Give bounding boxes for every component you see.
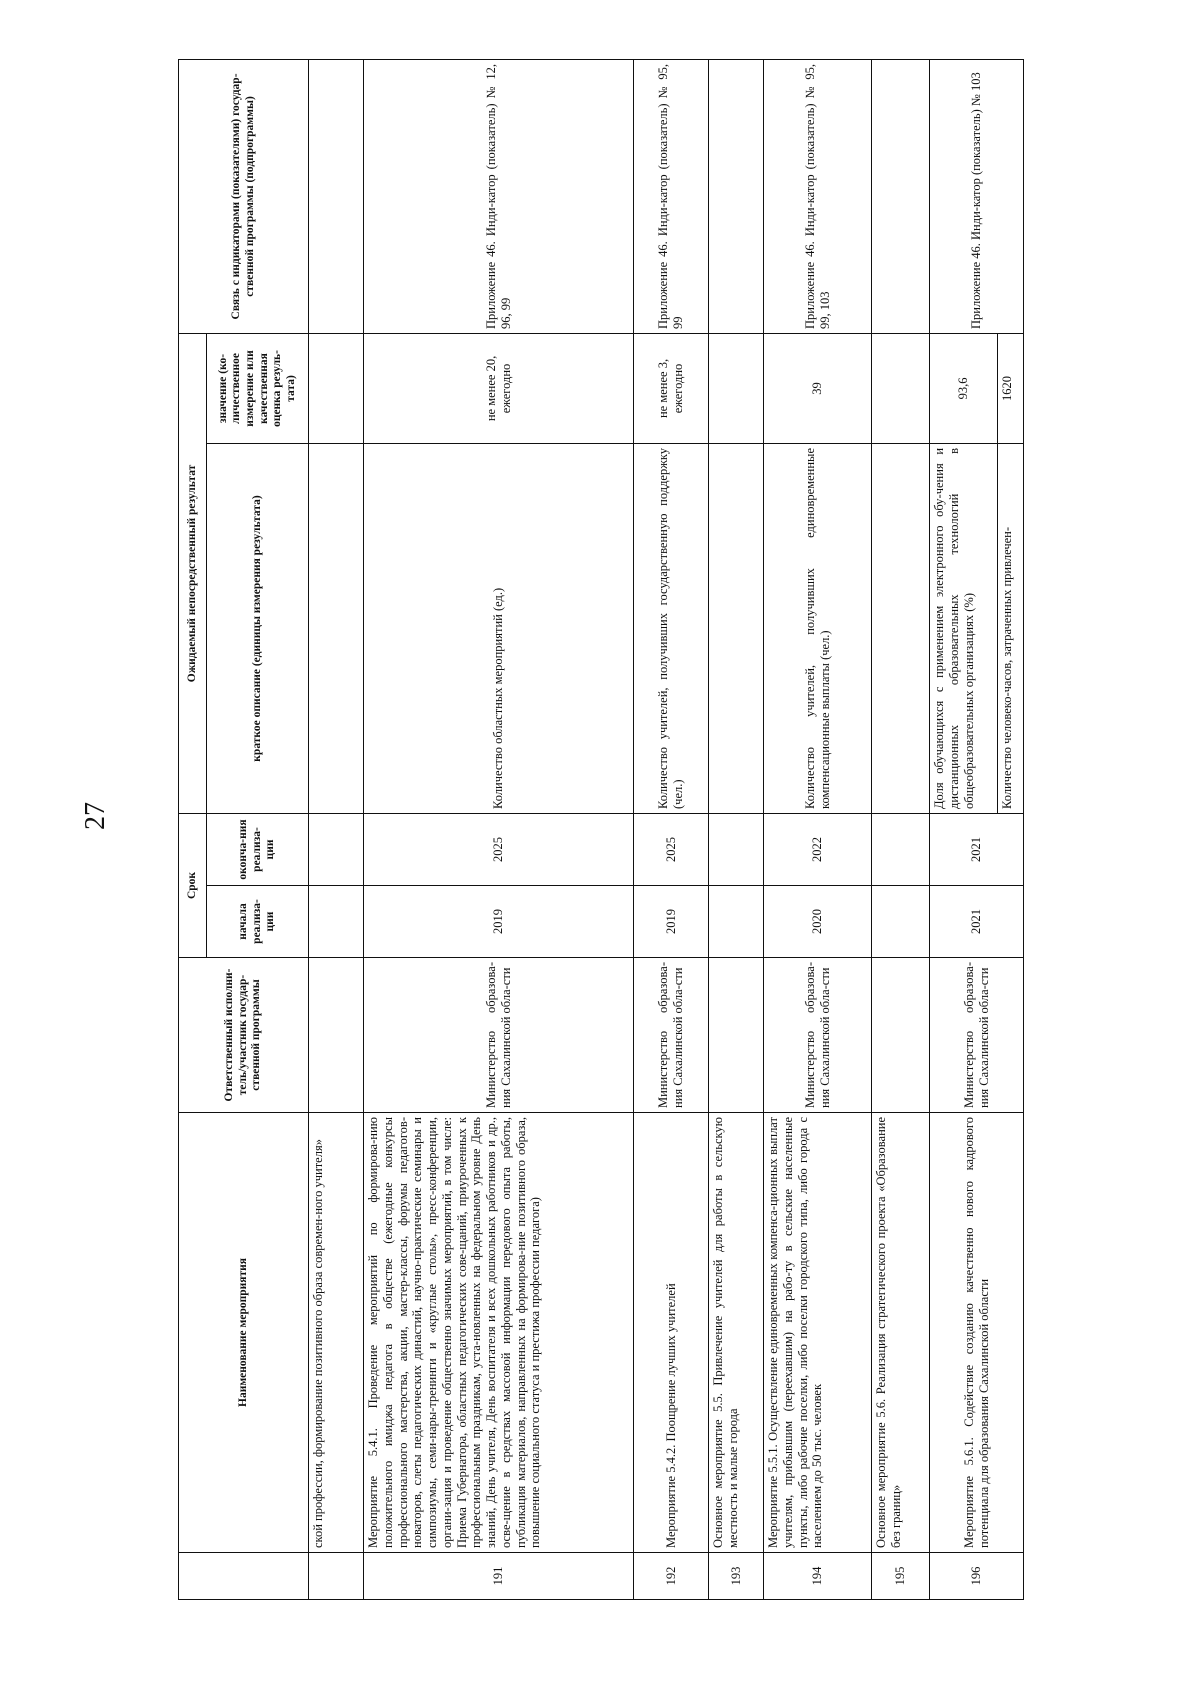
header-start: начала реализа-ции: [207, 886, 309, 958]
row-start: 2019: [634, 886, 709, 958]
row-start: [709, 886, 764, 958]
row-name: Основное мероприятие 5.6. Реализация стратегического проекта «Образование без границ»: [872, 1113, 930, 1553]
row-number: 192: [634, 1553, 709, 1600]
row-start: 2021: [930, 886, 1024, 958]
row-responsible: Министерство образова-ния Сахалинской обла-сти: [364, 958, 634, 1113]
table-row: [309, 59, 364, 1599]
header-result: Ожидаемый непосредственный результат: [179, 333, 207, 813]
row-description: [872, 443, 930, 813]
row-value: [709, 333, 764, 443]
row-number: 195: [872, 1553, 930, 1600]
row-link: Приложение 46. Инди-катор (показатель) № 12, 96, 99: [364, 59, 634, 333]
row-value: [309, 333, 364, 443]
row-end: 2021: [930, 813, 1024, 885]
row-start: [872, 886, 930, 958]
row-end: 2025: [364, 813, 634, 885]
row-number: 191: [364, 1553, 634, 1600]
row-name: ской профессии, формирование позитивного образа современ-ного учителя»: [309, 1113, 364, 1553]
row-end: 2025: [634, 813, 709, 885]
row-number: 193: [709, 1553, 764, 1600]
header-number: [179, 1553, 309, 1600]
row-value: не менее 3, ежегодно: [634, 333, 709, 443]
row-name: Мероприятие 5.5.1. Осуществление единовременных компенса-ционных выплат учителям, прибывшим (переехавшим) на рабо-ту в сельские населенные пункты, либо рабочие поселки, либо поселки городского типа, либо города с населением до 50 тыс. человек: [764, 1113, 872, 1553]
table-row: [709, 59, 764, 1599]
table-row: [764, 59, 872, 1599]
row-responsible: [872, 958, 930, 1113]
header-end: оконча-ния реализа-ции: [207, 813, 309, 885]
row-value: 39: [764, 333, 872, 443]
row-description: [309, 443, 364, 813]
row-start: [309, 886, 364, 958]
header-responsible: Ответственный исполни-тель/участник государ-ственной программы: [179, 958, 309, 1113]
row-description: Количество областных мероприятий (ед.): [364, 443, 634, 813]
row-responsible: [309, 958, 364, 1113]
row-name: Мероприятие 5.6.1. Содействие созданию качественно нового кадрового потенциала для образования Сахалинской области: [930, 1113, 1024, 1553]
header-description: краткое описание (единицы измерения результата): [207, 443, 309, 813]
row-link: [872, 59, 930, 333]
row-name: Мероприятие 5.4.2. Поощрение лучших учителей: [634, 1113, 709, 1553]
page-number: 27: [80, 802, 111, 830]
row-value: не менее 20, ежегодно: [364, 333, 634, 443]
header-name: Наименование мероприятия: [179, 1113, 309, 1553]
activities-table: [178, 59, 1024, 1600]
row-link: [709, 59, 764, 333]
row-value: [872, 333, 930, 443]
row-responsible: Министерство образова-ния Сахалинской обла-сти: [764, 958, 872, 1113]
header-value: значение (ко-личественное измерение или качественная оценка резуль-тата): [207, 333, 309, 443]
header-link: Связь с индикаторами (показателями) государ-ственной программы (подпрограммы): [179, 59, 309, 333]
table-row: [872, 59, 930, 1599]
row-responsible: [709, 958, 764, 1113]
row-end: [309, 813, 364, 885]
row-start: 2020: [764, 886, 872, 958]
row-name: Основное мероприятие 5.5. Привлечение учителей для работы в сельскую местность и малые города: [709, 1113, 764, 1553]
row-number: 196: [930, 1553, 1024, 1600]
row-number: [309, 1553, 364, 1600]
row-link: Приложение 46. Инди-катор (показатель) № 103: [930, 59, 1024, 333]
row-responsible: Министерство образова-ния Сахалинской обла-сти: [930, 958, 1024, 1113]
row-value: 93,6: [930, 333, 998, 443]
row-description: [709, 443, 764, 813]
table-row: [930, 59, 998, 1599]
row-responsible: Министерство образова-ния Сахалинской обла-сти: [634, 958, 709, 1113]
rotated-table-page: [178, 60, 1133, 1600]
row-value-2: 1620: [998, 333, 1024, 443]
row-description: Количество учителей, получивших единовременные компенсационные выплаты (чел.): [764, 443, 872, 813]
row-link: [309, 59, 364, 333]
table-row: [364, 59, 634, 1599]
row-number: 194: [764, 1553, 872, 1600]
table-row: [634, 59, 709, 1599]
row-name: Мероприятие 5.4.1. Проведение мероприятий по формирова-нию положительного имиджа педагога в обществе (ежегодные конкурсы профессионального мастерства, акции, мастер-классы, форумы педагогов-новаторов, слеты педагогических династий, научно-практические семинары и симпозиумы, семи-нары-тренинги и «круглые столы», пресс-конференции, органи-зация и проведение общественно значимых мероприятий, в том числе: Приема Губернатора, областных педагогических сове-щаний, приуроченных к профессиональным праздникам, уста-новленных на федеральном уровне День знаний, День учителя, День воспитателя и всех дошкольных работников и др., осве-щение в средствах массовой информации передового опыта работы, публикация материалов, направленных на формирова-ние позитивного образа, повышение социального статуса и престижа профессии педагога): [364, 1113, 634, 1553]
row-end: [872, 813, 930, 885]
row-end: [709, 813, 764, 885]
row-description-2: Количество человеко-часов, затраченных привлечен-: [998, 443, 1024, 813]
row-start: 2019: [364, 886, 634, 958]
row-description: Количество учителей, получивших государственную поддержку (чел.): [634, 443, 709, 813]
row-description: Доля обучающихся с применением электронного обу-чения и дистанционных образовательных технологий в общеобразовательных организациях (%): [930, 443, 998, 813]
row-link: Приложение 46. Инди-катор (показатель) № 95, 99, 103: [764, 59, 872, 333]
header-term: Срок: [179, 813, 207, 957]
row-link: Приложение 46. Инди-катор (показатель) № 95, 99: [634, 59, 709, 333]
row-end: 2022: [764, 813, 872, 885]
